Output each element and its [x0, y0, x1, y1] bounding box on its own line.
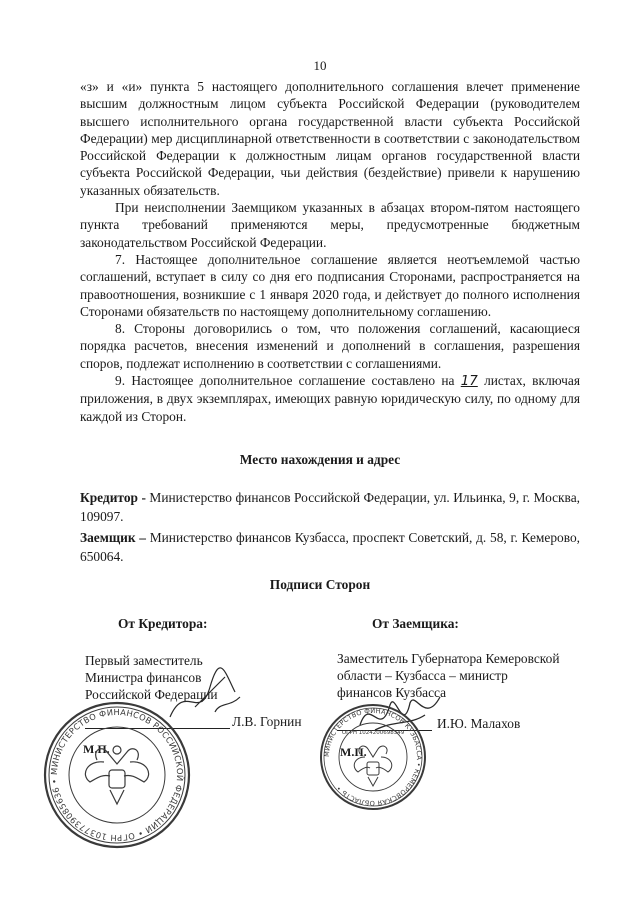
borrower-label: Заемщик –: [80, 530, 146, 545]
borrower-seal-mark: М.П.: [340, 745, 367, 759]
borrower-heading: От Заемщика:: [372, 616, 459, 631]
creditor-address: [80, 488, 580, 526]
creditor-position-line: Первый заместитель: [85, 653, 203, 668]
creditor-heading: От Кредитора:: [118, 616, 208, 631]
handwritten-sheet-count: 17: [460, 374, 478, 390]
creditor-seal-mark: М.П.: [83, 742, 110, 756]
borrower-stamp-text: МИНИСТЕРСТВО ФИНАНСОВ КУЗБАССА • КЕМЕРОВСКАЯ ОБЛАСТЬ •: [322, 706, 424, 808]
borrower-stamp-number: ОГРН 1024200698349: [341, 730, 405, 736]
creditor-official-stamp: [42, 700, 192, 850]
paragraph-obligations-end: «з» и «и» пункта 5 настоящего дополнительного соглашения влечет применение высшим должностным лицом субъекта Российской Федерации (руководителем высшего исполнительного органа государственной власти субъекта Российской Федерации) мер дисциплинарной ответственности в соответствии с законодательством Российской Федерации к должностным лицам органов государственной власти субъекта Российской Федерации, чьи действия (бездействие) привели к нарушению указанных обязательств.: [80, 79, 580, 198]
borrower-signatory-name: И.Ю. Малахов: [437, 716, 521, 731]
page-number: 10: [313, 58, 327, 73]
creditor-address-text: Министерство финансов Российской Федерации, ул. Ильинка, 9, г. Москва, 109097.: [80, 490, 580, 524]
borrower-position-line: области – Кузбасса – министр: [337, 668, 508, 683]
creditor-position-line: Российской Федерации: [85, 687, 218, 702]
creditor-stamp-text: МИНИСТЕРСТВО ФИНАНСОВ РОССИЙСКОЙ ФЕДЕРАЦИИ • ОГРН 1037739085636 •: [48, 706, 186, 844]
creditor-label: Кредитор -: [80, 490, 146, 505]
borrower-official-stamp: [318, 702, 428, 812]
address-section-title: Место нахождения и адрес: [239, 452, 401, 467]
paragraph-9-after: листах, включая приложения, в двух экземплярах, имеющих равную юридическую силу, по одному для каждой из Сторон.: [80, 373, 580, 424]
creditor-position-line: Министра финансов: [85, 670, 202, 685]
body-text: [80, 78, 580, 425]
creditor-signatory-name: Л.В. Горнин: [232, 714, 302, 729]
paragraph-7: 7. Настоящее дополнительное соглашение является неотъемлемой частью соглашений, вступает в силу со дня его подписания Сторонами, распространяется на правоотношения, возникшие с 1 января 2020 года, и действует до полного исполнения Сторонами обязательств по настоящему дополнительному соглашению.: [80, 251, 580, 319]
signatures-title: Подписи Сторон: [269, 577, 371, 592]
paragraph-8: 8. Стороны договорились о том, что положения соглашений, касающиеся порядка расчетов, внесения изменений и дополнений в соглашения, разрешения споров, подлежат исполнению в соответствии с соглашениями.: [80, 321, 580, 371]
borrower-position-line: финансов Кузбасса: [337, 685, 447, 700]
coat-of-arms-icon: [354, 746, 392, 786]
borrower-address-text: Министерство финансов Кузбасса, проспект Советский, д. 58, г. Кемерово, 650064.: [80, 530, 580, 564]
paragraph-non-fulfillment: При неисполнении Заемщиком указанных в абзацах втором-пятом настоящего пункта требований применяются меры, предусмотренные бюджетным законодательством Российской Федерации.: [80, 200, 580, 250]
double-headed-eagle-icon: [85, 746, 148, 804]
borrower-position-line: Заместитель Губернатора Кемеровской: [337, 651, 560, 666]
paragraph-9-before: 9. Настоящее дополнительное соглашение составлено на: [115, 373, 455, 389]
borrower-address: [80, 528, 580, 566]
paragraph-9: [80, 372, 580, 425]
